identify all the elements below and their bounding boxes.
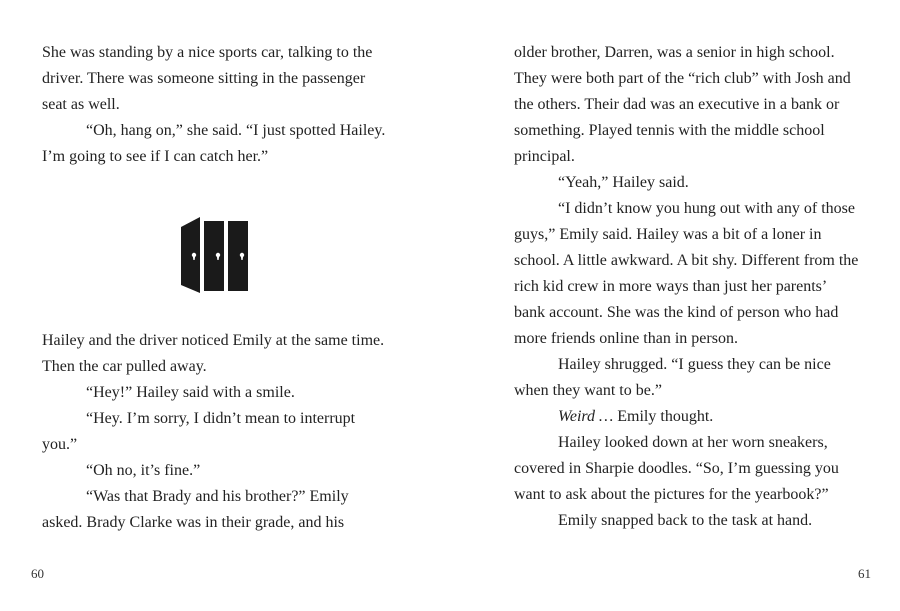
paragraph: Hailey looked down at her worn sneakers, covered in Sharpie doodles. “So, I’m guessing you want to ask about the pictures for the yearbook?” xyxy=(514,434,839,503)
left-text-top xyxy=(42,40,387,170)
left-text-bottom xyxy=(42,328,387,536)
paragraph: “Oh, hang on,” she said. “I just spotted Hailey. I’m going to see if I can catch her.” xyxy=(42,122,386,165)
paragraph: “Oh no, it’s fine.” xyxy=(86,462,201,479)
paragraph: “Was that Brady and his brother?” Emily asked. Brady Clarke was in their grade, and his xyxy=(42,488,349,531)
page-number: 61 xyxy=(858,566,871,581)
right-page xyxy=(450,0,900,611)
italic-thought: Weird … xyxy=(558,408,614,425)
paragraph: “I didn’t know you hung out with any of those guys,” Emily said. Hailey was a bit of a loner in school. A little awkward. A bit shy. Different from the rich kid crew in more ways than just her parents’ bank account. She was the kind of person who had more friends online than in person. xyxy=(514,200,859,347)
paragraph-text: Emily thought. xyxy=(613,408,714,425)
page-number: 60 xyxy=(31,566,44,581)
paragraph: She was standing by a nice sports car, talking to the driver. There was someone sitting in the passenger seat as well. xyxy=(42,44,373,113)
paragraph: Hailey and the driver noticed Emily at the same time. Then the car pulled away. xyxy=(42,332,385,375)
paragraph: “Hey!” Hailey said with a smile. xyxy=(86,384,295,401)
paragraph xyxy=(514,404,859,430)
paragraph: “Hey. I’m sorry, I didn’t mean to interrupt you.” xyxy=(42,410,356,453)
right-text xyxy=(514,40,859,534)
locker-doors-icon xyxy=(181,217,249,293)
paragraph: older brother, Darren, was a senior in high school. They were both part of the “rich club” with Josh and the others. Their dad was an executive in a bank or something. Played tennis with the middle school principal. xyxy=(514,44,851,165)
paragraph: Emily snapped back to the task at hand. xyxy=(558,512,813,529)
paragraph: Hailey shrugged. “I guess they can be nice when they want to be.” xyxy=(514,356,831,399)
paragraph: “Yeah,” Hailey said. xyxy=(558,174,689,191)
